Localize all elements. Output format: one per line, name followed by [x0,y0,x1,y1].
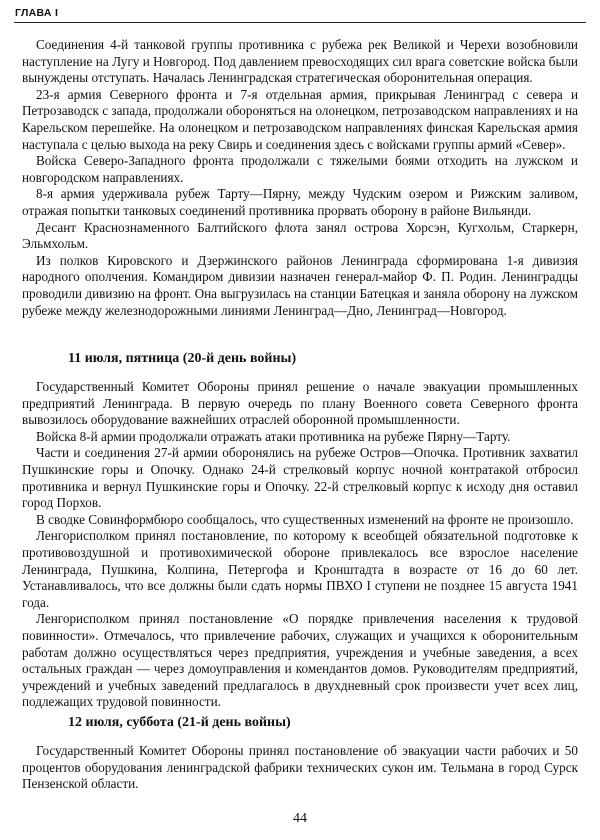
paragraph: В сводке Совинформбюро сообщалось, что существенных изменений на фронте не произошло. [36,511,574,527]
section-heading-july-12: 12 июля, суббота (21-й день войны) [68,715,291,730]
section-heading-july-11: 11 июля, пятница (20-й день войны) [68,351,297,366]
paragraph: Из полков Кировского и Дзержинского районов Ленинграда сформирована 1-я дивизия народного ополчения. Командиром дивизии назначен генерал-майор Ф. П. Родин. Ленинградцы проводили дивизию на фронт. Она выгрузилась на станции Батецкая и заняла оборону на лужском рубеже между железнодорожными линиями Ленинград—Дно, Ленинград—Новгород. [22,252,578,318]
paragraph: 8-я армия удерживала рубеж Тарту—Пярну, между Чудским озером и Рижским заливом, отражая попытки танковых соединений противника прорвать оборону в районе Вильянди. [22,186,578,218]
text-block-continuation [22,37,578,319]
paragraph: Государственный Комитет Обороны принял постановление об эвакуации части рабочих и 50 процентов оборудования ленинградской фабрики технических сукон им. Тельмана в город Сурск Пензенской области. [22,743,578,792]
paragraph: Войска Северо-Западного фронта продолжали с тяжелыми боями отходить на лужском и новгородском направлениях. [22,153,578,185]
paragraph: Соединения 4-й танковой группы противника с рубежа рек Великой и Черехи возобновили наступление на Лугу и Новгород. Под давлением превосходящих сил врага советские войска были вынуждены отступать. Началась Ленинградская стратегическая оборонительная операция. [22,37,578,86]
paragraph: Части и соединения 27-й армии оборонялись на рубеже Остров—Опочка. Противник захватил Пушкинские горы и Опочку. Однако 24-й стрелковый корпус ночной контратакой отбросил противника и вернул Пушкинские горы и Опочку. 22-й стрелковый корпус к исходу дня оставил город Порхов. [22,445,578,511]
paragraph: Ленгорисполком принял постановление «О порядке привлечения населения к трудовой повинности». Отмечалось, что привлечение рабочих, служащих и учащихся к оборонительным работам должно осуществляться через предприятия, учреждения и учебные заведения, а всех остальных граждан — через домоуправления и комендантов домов. Руководителям предприятий, учреждений и учебных заведений предлагалось в двухдневный срок произвести учет всех лиц, подлежащих трудовой повинности. [22,611,578,710]
paragraph: Десант Краснознаменного Балтийского флота занял острова Хорсэн, Кугхольм, Старкерн, Эльмхольм. [22,219,578,252]
page-number: 44 [293,811,307,826]
paragraph: Войска 8-й армии продолжали отражать атаки противника на рубеже Пярну—Тарту. [36,428,511,444]
text-block-july-12 [22,743,578,793]
paragraph: 23-я армия Северного фронта и 7-я отдельная армия, прикрывая Ленинград с севера и Петрозаводск с запада, продолжали обороняться на олонецком, петрозаводском направлениях и на Карельском перешейке. На олонецком и петрозаводском направлениях финская Карельская армия наступала с целью выхода на реку Свирь и соединения здесь с войсками группы армий «Север». [22,86,578,152]
header-rule [14,22,586,23]
text-block-july-11 [22,379,578,711]
paragraph: Государственный Комитет Обороны принял решение о начале эвакуации промышленных предприятий Ленинграда. В первую очередь по плану Военного совета Северного фронта вывозилось оборудование важнейших отраслей оборонной промышленности. [22,379,578,428]
chapter-running-head: ГЛАВА I [15,7,59,19]
paragraph: Ленгорисполком принял постановление, по которому к всеобщей обязательной подготовке к противовоздушной и противохимической обороне привлекалось все взрослое население Ленинграда, Пушкина, Колпина, Петергофа и Кронштадта в возрасте от 16 до 60 лет. Устанавливалось, что все должны были сдать нормы ПВХО I ступени не позднее 15 августа 1941 года. [22,528,578,610]
